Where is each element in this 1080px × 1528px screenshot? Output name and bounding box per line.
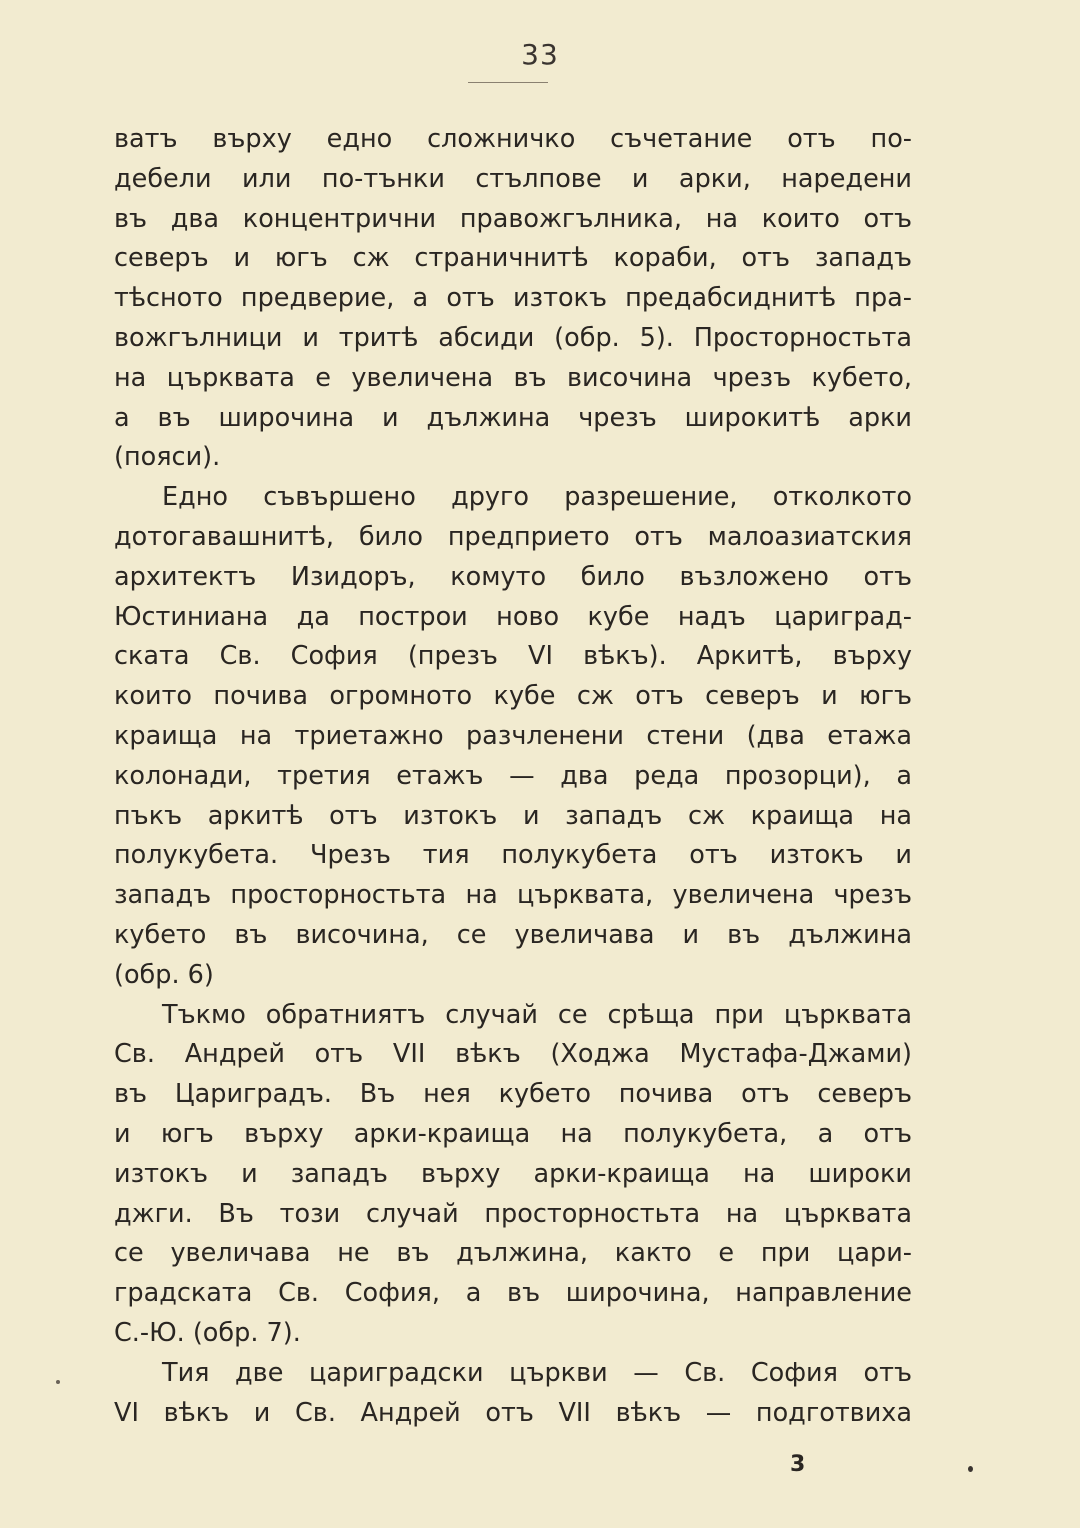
text-line: архитектъ Изидоръ, комуто било възложено отъ	[114, 561, 912, 592]
text-line: и югъ върху арки-краища на полукубета, а отъ	[114, 1118, 912, 1149]
text-line: полукубета. Чрезъ тия полукубета отъ изтокъ и	[114, 840, 912, 871]
text-line: колонади, третия етажъ — два реда прозорци), а	[114, 760, 912, 791]
text-line: на църквата е увеличена въ височина чрезъ кубето,	[114, 362, 912, 393]
text-line: ватъ върху едно сложничко съчетание отъ по-	[114, 124, 912, 154]
body-text	[114, 120, 912, 1433]
text-line: Юстиниана да построи ново кубе надъ цариград-	[114, 601, 912, 632]
text-line: градската Св. София, а въ широчина, направление	[114, 1278, 912, 1309]
text-line: изтокъ и западъ върху арки-краища на широки	[114, 1158, 912, 1189]
header-rule	[468, 82, 548, 83]
text-line: дотогавашнитѣ, било предприето отъ малоазиатския	[114, 521, 912, 552]
page-number: 33	[521, 38, 559, 71]
text-line: тѣсното предверие, а отъ изтокъ предабсиднитѣ пра-	[114, 283, 912, 314]
text-line: Св. Андрей отъ VII вѣкъ (Ходжа Мустафа-Джами)	[114, 1039, 912, 1070]
text-line: VI вѣкъ и Св. Андрей отъ VII вѣкъ — подготвиха	[114, 1397, 912, 1428]
text-line: (обр. 6)	[114, 959, 214, 990]
text-line: северъ и югъ сж страничнитѣ кораби, отъ западъ	[114, 243, 912, 274]
text-line: западъ просторностьта на църквата, увеличена чрезъ	[114, 880, 912, 911]
text-line: краища на триетажно разчленени стени (два етажа	[114, 720, 912, 751]
text-line: вожгълници и тритѣ абсиди (обр. 5). Просторностьта	[114, 322, 912, 353]
text-line: ската Св. София (презъ VI вѣкъ). Аркитѣ, върху	[114, 641, 912, 672]
text-line: Едно съвършено друго разрешение, отколкото	[162, 482, 912, 513]
text-line: въ два концентрични правожгълника, на които отъ	[114, 203, 912, 234]
text-line: (пояси).	[114, 442, 221, 473]
margin-dot	[968, 1466, 973, 1472]
text-line: а въ широчина и дължина чрезъ широкитѣ арки	[114, 402, 912, 433]
text-line: кубето въ височина, се увеличава и въ дължина	[114, 919, 912, 950]
text-line: които почива огромното кубе сж отъ северъ и югъ	[114, 681, 912, 712]
text-line: С.-Ю. (обр. 7).	[114, 1317, 301, 1348]
text-line: въ Цариградъ. Въ нея кубето почива отъ северъ	[114, 1079, 912, 1110]
text-line: пъкъ аркитѣ отъ изтокъ и западъ сж краища на	[114, 800, 912, 831]
text-line: джги. Въ този случай просторностьта на църквата	[114, 1198, 912, 1229]
margin-dot	[56, 1380, 60, 1384]
text-line: Тия две цариградски църкви — Св. София отъ	[162, 1357, 912, 1388]
text-line: дебели или по-тънки стълпове и арки, наредени	[114, 163, 912, 194]
text-line: Тъкмо обратниятъ случай се срѣща при църквата	[162, 999, 912, 1030]
signature-mark: 3	[790, 1452, 806, 1477]
text-line: се увеличава не въ дължина, както е при цари-	[114, 1238, 912, 1269]
